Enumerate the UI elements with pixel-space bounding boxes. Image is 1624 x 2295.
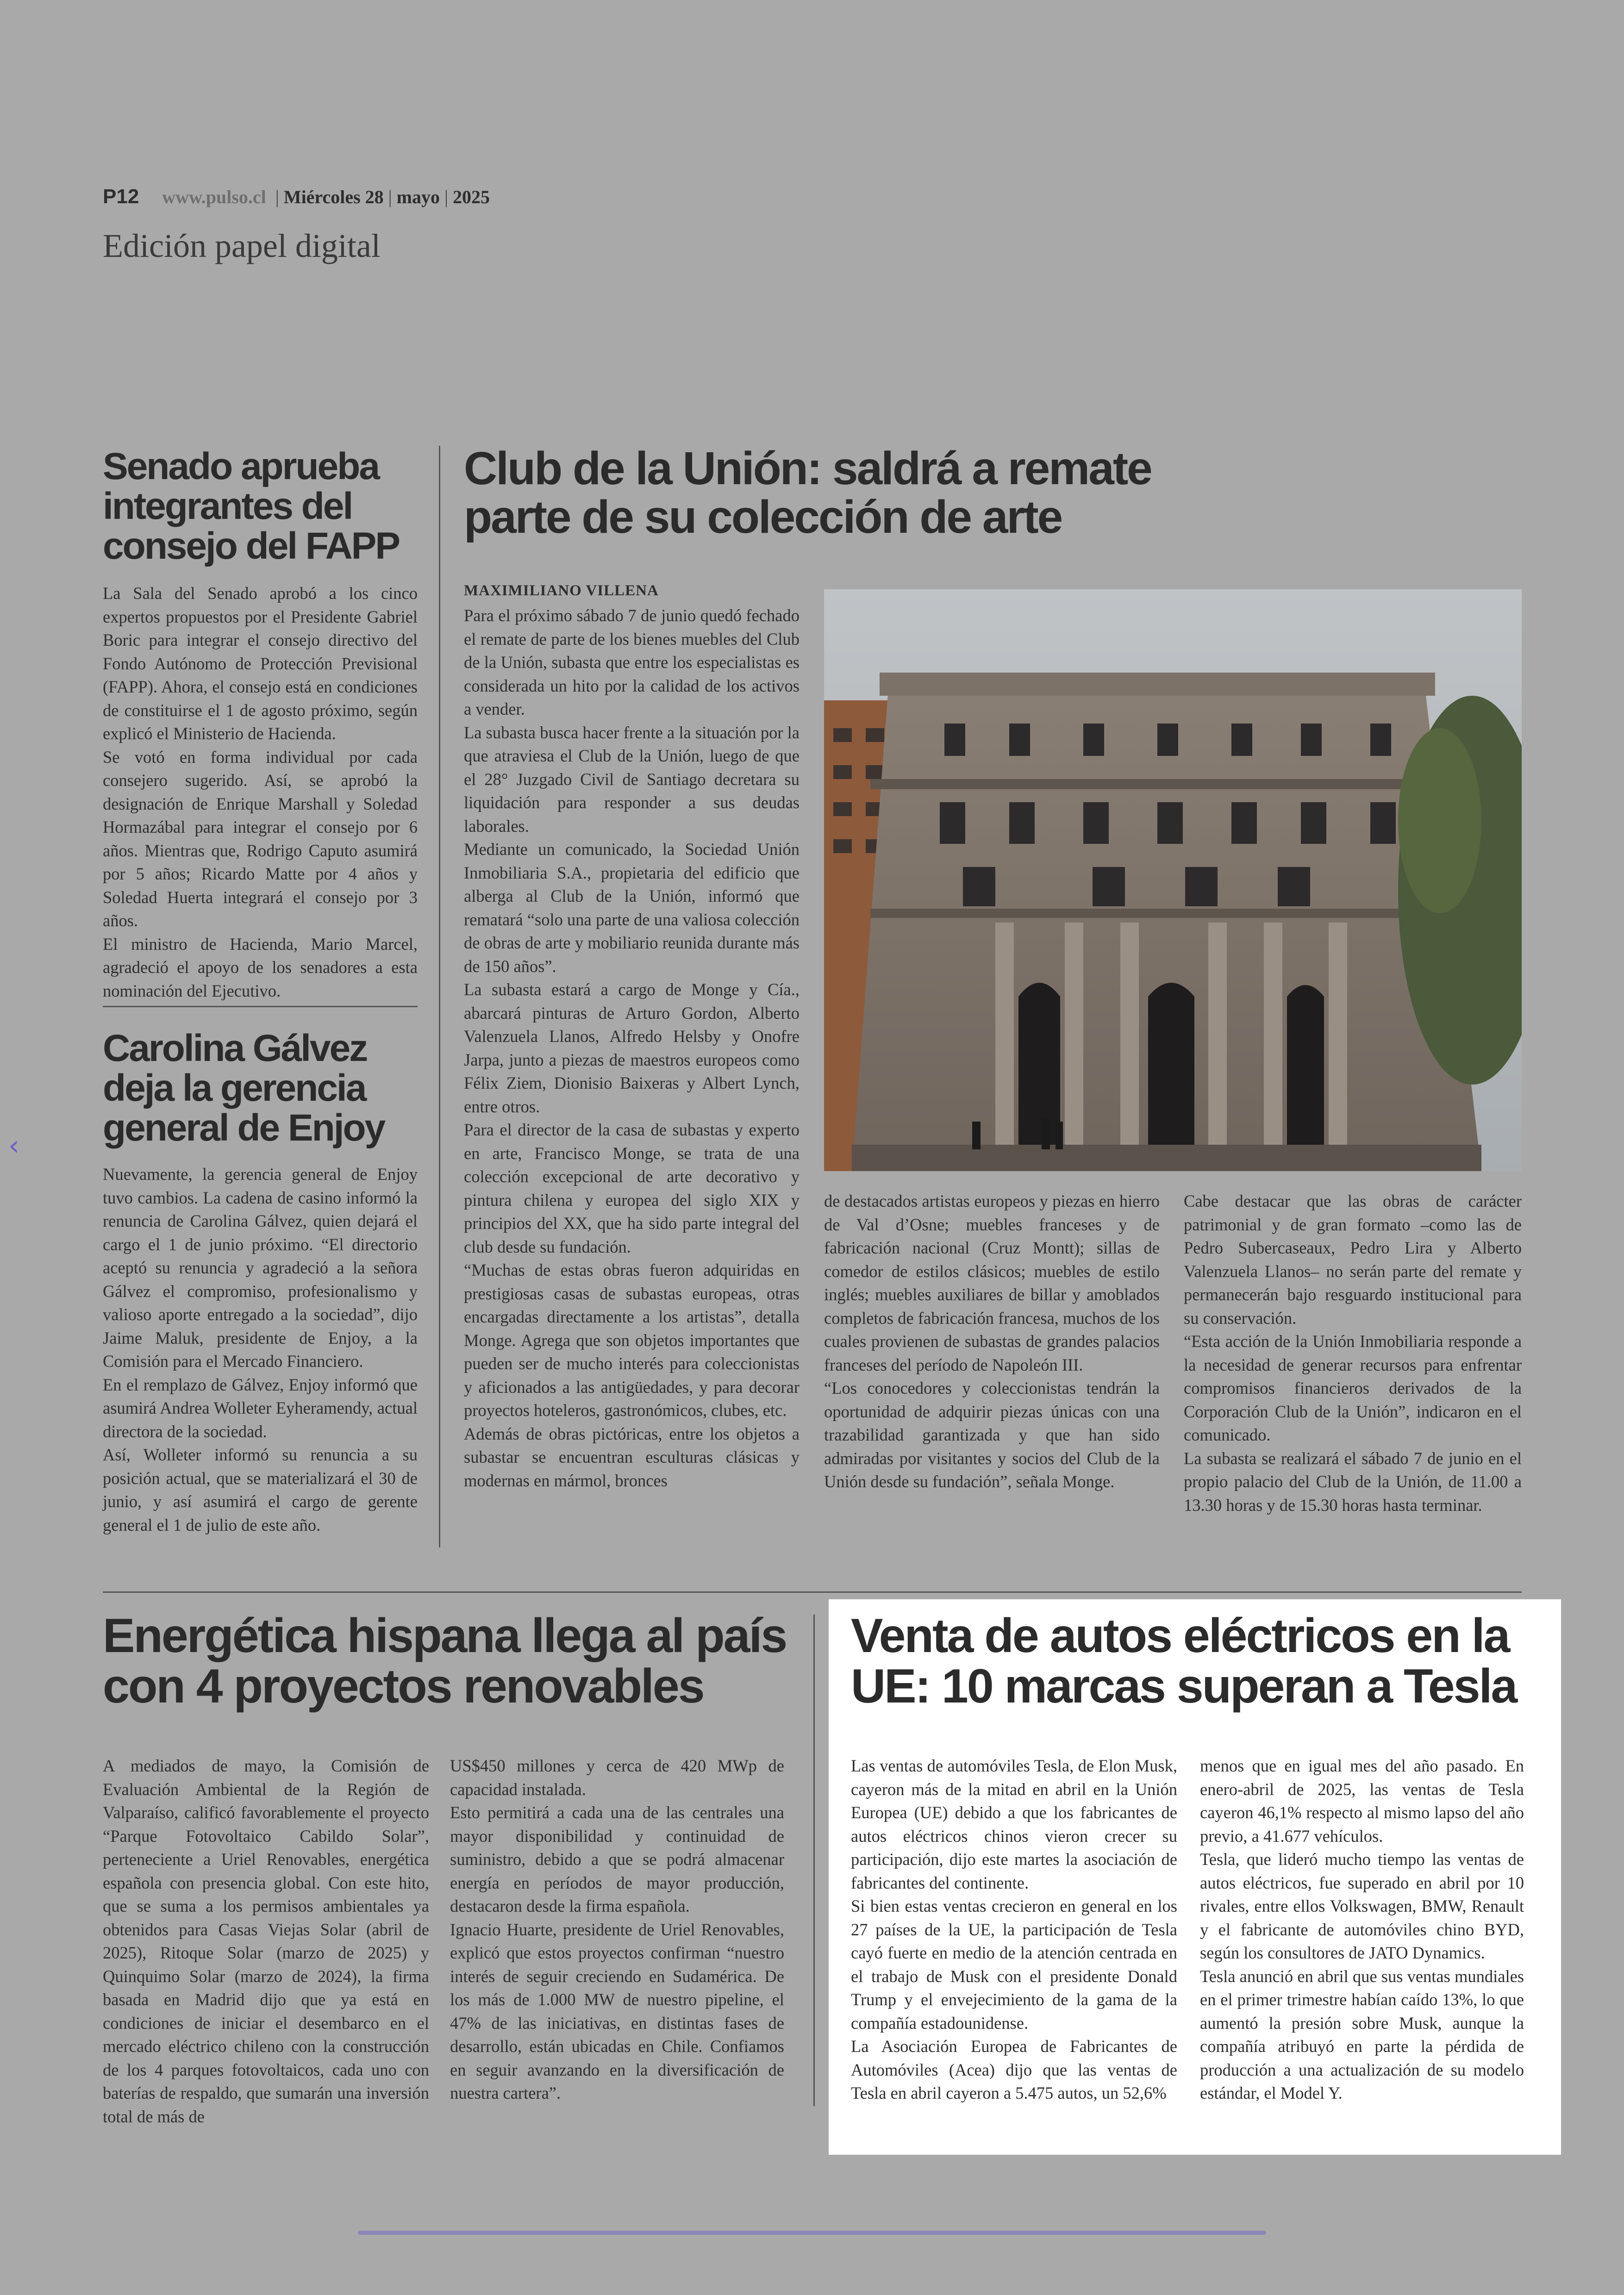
fapp-paragraph: El ministro de Hacienda, Mario Marcel, agradeció el apoyo de los senadores a esta nominación del Ejecutivo. xyxy=(103,934,418,1000)
header-weekday: Miércoles 28 xyxy=(283,187,384,207)
column-divider xyxy=(813,1615,815,2106)
club-paragraph: “Esta acción de la Unión Inmobiliaria responde a la necesidad de generar recursos para enfrentar compromisos financieros derivados de la Corporación Club de la Unión”, indicaron en el comunicado. xyxy=(1184,1332,1522,1444)
energetica-col2 xyxy=(450,1754,784,2105)
club-paragraph: Cabe destacar que las obras de carácter patrimonial y de gran formato –como las de Pedro Subercaseaux, Pedro Lira y Alberto Valenzuela Llanos– no serán parte del remate y permanecerán bajo resguardo institucional para su conservación. xyxy=(1184,1191,1522,1328)
header-year: 2025 xyxy=(453,187,490,207)
column-divider xyxy=(439,446,440,1547)
energetica-paragraph: Esto permitirá a cada una de las centrales una mayor disponibilidad y continuidad de suministro, debido a que se podrá almacenar energía en períodos de mayor producción, destacaron desde la firma española. xyxy=(450,1803,784,1915)
fapp-paragraph: La Sala del Senado aprobó a los cinco expertos propuestos por el Presidente Gabriel Boric para integrar el consejo directivo del Fondo Autónomo de Protección Previsional (FAPP). Ahora, el consejo está en condiciones de constituirse el 1 de agosto próximo, según explicó el Ministerio de Hacienda. xyxy=(103,584,418,743)
tesla-paragraph: Si bien estas ventas crecieron en general en los 27 países de la UE, la participación de Tesla cayó fuerte en medio de la atención centrada en el trabajo de Musk con el presidente Donald Trump y el envejecimiento de la gama de la compañía estadounidense. xyxy=(851,1896,1177,2033)
tesla-col1 xyxy=(851,1754,1177,2105)
club-paragraph: Para el próximo sábado 7 de junio quedó fechado el remate de parte de los bienes muebles del Club de la Unión, subasta que entre los especialistas es considerada un hito por la calidad de los activos a vender. xyxy=(464,606,800,718)
fapp-body xyxy=(103,582,418,1003)
club-col1 xyxy=(464,604,800,1492)
tesla-col2 xyxy=(1200,1754,1524,2105)
club-col3 xyxy=(1184,1190,1522,1517)
enjoy-paragraph: En el remplazo de Gálvez, Enjoy informó que asumirá Andrea Wolleter Eyheramendy, actual directora de la sociedad. xyxy=(103,1375,418,1441)
tesla-paragraph: Las ventas de automóviles Tesla, de Elon Musk, cayeron más de la mitad en abril en la Unión Europea (UE) debido a que los fabricantes de autos eléctricos chinos vieron crecer su participación, dijo este martes la asociación de fabricantes del continente. xyxy=(851,1756,1177,1892)
building-photo xyxy=(824,589,1522,1171)
tesla-paragraph: La Asociación Europea de Fabricantes de Automóviles (Acea) dijo que las ventas de Tesla en abril cayeron a 5.475 autos, un 52,6% xyxy=(851,2037,1177,2102)
club-col2 xyxy=(824,1190,1160,1494)
enjoy-paragraph: Así, Wolleter informó su renuncia a su posición actual, que se materializará el 30 de junio, y así asumirá el cargo de gerente general el 1 de julio de este año. xyxy=(103,1445,418,1534)
fapp-headline: Senado aprueba integrantes del consejo del FAPP xyxy=(103,445,400,568)
horizontal-scrollbar[interactable] xyxy=(358,2231,1266,2235)
tesla-paragraph: Tesla anunció en abril que sus ventas mundiales en el primer trimestre habían caído 13%, lo que aumentó la presión sobre Musk, aunque la compañía atribuyó en parte la pérdida de producción a una actualización de su modelo estándar, el Model Y. xyxy=(1200,1966,1524,2102)
energetica-headline: Energética hispana llega al país con 4 proyectos renovables xyxy=(103,1609,787,1714)
energetica-paragraph: Ignacio Huarte, presidente de Uriel Renovables, explicó que estos proyectos confirman “nuestro interés de seguir creciendo en Sudamérica. De los más de 1.000 MW de nuestro pipeline, el 47% de las iniciativas, en distintas fases de desarrollo, están ubicadas en Chile. Confiamos en seguir avanzando en la diversificación de nuestra cartera”. xyxy=(450,1920,784,2102)
club-headline: Club de la Unión: saldrá a remate parte de su colección de arte xyxy=(464,443,1151,543)
club-paragraph: La subasta se realizará el sábado 7 de junio en el propio palacio del Club de la Unión, de 11.00 a 13.30 horas y de 15.30 horas hasta terminar. xyxy=(1184,1448,1522,1515)
energetica-paragraph: US$450 millones y cerca de 420 MWp de capacidad instalada. xyxy=(450,1756,784,1799)
enjoy-paragraph: Nuevamente, la gerencia general de Enjoy tuvo cambios. La cadena de casino informó la renuncia de Carolina Gálvez, quien dejará el cargo el 1 de junio próximo. “El directorio aceptó su renuncia y agradeció a la señora Gálvez el compromiso, profesionalismo y valioso aporte entregado a la sociedad”, dijo Jaime Maluk, presidente de Enjoy, a la Comisión para el Mercado Financiero. xyxy=(103,1165,418,1371)
club-paragraph: Mediante un comunicado, la Sociedad Unión Inmobiliaria S.A., propietaria del edificio que alberga al Club de la Unión, informó que rematará “solo una parte de una valiosa colección de obras de arte y mobiliario reunida durante más de 150 años”. xyxy=(464,840,800,976)
tesla-paragraph: menos que en igual mes del año pasado. En enero-abril de 2025, las ventas de Tesla cayeron 46,1% respecto al mismo lapso del año previo, a 41.677 vehículos. xyxy=(1200,1756,1524,1846)
page-header: P12 www.pulso.cl | Miércoles 28 | mayo | 2025 xyxy=(103,185,490,208)
club-paragraph: La subasta busca hacer frente a la situación por la que atraviesa el Club de la Unión, luego de que el 28° Juzgado Civil de Santiago decretara su liquidación para responder a sus deudas laborales. xyxy=(464,723,800,836)
club-paragraph: Para el director de la casa de subastas y experto en arte, Francisco Monge, se trata de una colección excepcional de arte decorativo y pintura chilena y europea del siglo XIX y principios del XX, que ha sido parte integral del club desde su fundación. xyxy=(464,1120,800,1256)
club-paragraph: Además de obras pictóricas, entre los objetos a subastar se encuentran esculturas clásicas y modernas en mármol, bronces xyxy=(464,1424,800,1490)
club-paragraph: “Muchas de estas obras fueron adquiridas en prestigiosas casas de subastas europeas, otras encargadas directamente a los artistas”, detalla Monge. Agrega que son objetos importantes que pueden ser de mucho interés para coleccionistas y aficionados a las antigüedades, y para decorar proyectos hoteleros, gastronómicos, clubes, etc. xyxy=(464,1260,800,1420)
header-month: mayo xyxy=(396,187,440,207)
section-divider xyxy=(103,1591,1522,1593)
energetica-paragraph: A mediados de mayo, la Comisión de Evaluación Ambiental de la Región de Valparaíso, calificó favorablemente el proyecto “Parque Fotovoltaico Cabildo Solar”, perteneciente a Uriel Renovables, energética española con presencia global. Con este hito, que se suma a los permisos ambientales ya obtenidos para Casas Viejas Solar (abril de 2025), Ritoque Solar (marzo de 2025) y Quinquimo Solar (marzo de 2024), la firma basada en Madrid dijo que ya está en condiciones de iniciar el desembarco en el mercado eléctrico chileno con la construcción de los 4 parques fotovoltaicos, cada uno con baterías de respaldo, que sumarán una inversión total de más de xyxy=(103,1756,429,2126)
club-byline: MAXIMILIANO VILLENA xyxy=(464,582,659,599)
edition-label: Edición papel digital xyxy=(103,227,381,264)
club-paragraph: de destacados artistas europeos y piezas en hierro de Val d’Osne; muebles franceses y de fabricación nacional (Cruz Montt); sillas de comedor de estilos clásicos; muebles de estilo inglés; muebles auxiliares de billar y amoblados completos de fabricación francesa, muchos de los cuales provienen de subastas de grandes palacios franceses del período de Napoleón III. xyxy=(824,1191,1160,1374)
fapp-paragraph: Se votó en forma individual por cada consejero sugerido. Así, se aprobó la designación de Enrique Marshall y Soledad Hormazábal para integrar el consejo por 6 años. Mientras que, Rodrigo Caputo asumirá por 5 años; Ricardo Matte por 4 años y Soledad Huerta integrará el consejo por 3 años. xyxy=(103,747,418,930)
divider xyxy=(103,1006,418,1007)
tesla-paragraph: Tesla, que lideró mucho tiempo las ventas de autos eléctricos, fue superado en abril por 10 rivales, entre ellos Volkswagen, BMW, Renault y el fabricante de automóviles chino BYD, según los consultores de JATO Dynamics. xyxy=(1200,1850,1524,1962)
site-url[interactable]: www.pulso.cl xyxy=(162,187,266,207)
energetica-col1 xyxy=(103,1754,429,2128)
chevron-left-icon[interactable]: ‹ xyxy=(8,1129,19,1162)
club-paragraph: La subasta estará a cargo de Monge y Cía., abarcará pinturas de Arturo Gordon, Alberto Valenzuela Llanos, Alfredo Helsby y Onofre Jarpa, junto a piezas de maestros europeos como Félix Ziem, Dionisio Baixeras y Albert Lynch, entre otros. xyxy=(464,980,800,1116)
page-number: P12 xyxy=(103,185,139,208)
club-paragraph: “Los conocedores y coleccionistas tendrán la oportunidad de adquirir piezas únicas con una trazabilidad garantizada y que han sido admiradas por visitantes y socios del Club de la Unión desde su fundación”, señala Monge. xyxy=(824,1378,1160,1491)
enjoy-body xyxy=(103,1163,418,1537)
enjoy-headline: Carolina Gálvez deja la gerencia general de Enjoy xyxy=(103,1027,385,1149)
tesla-headline: Venta de autos eléctricos en la UE: 10 marcas superan a Tesla xyxy=(851,1609,1517,1714)
